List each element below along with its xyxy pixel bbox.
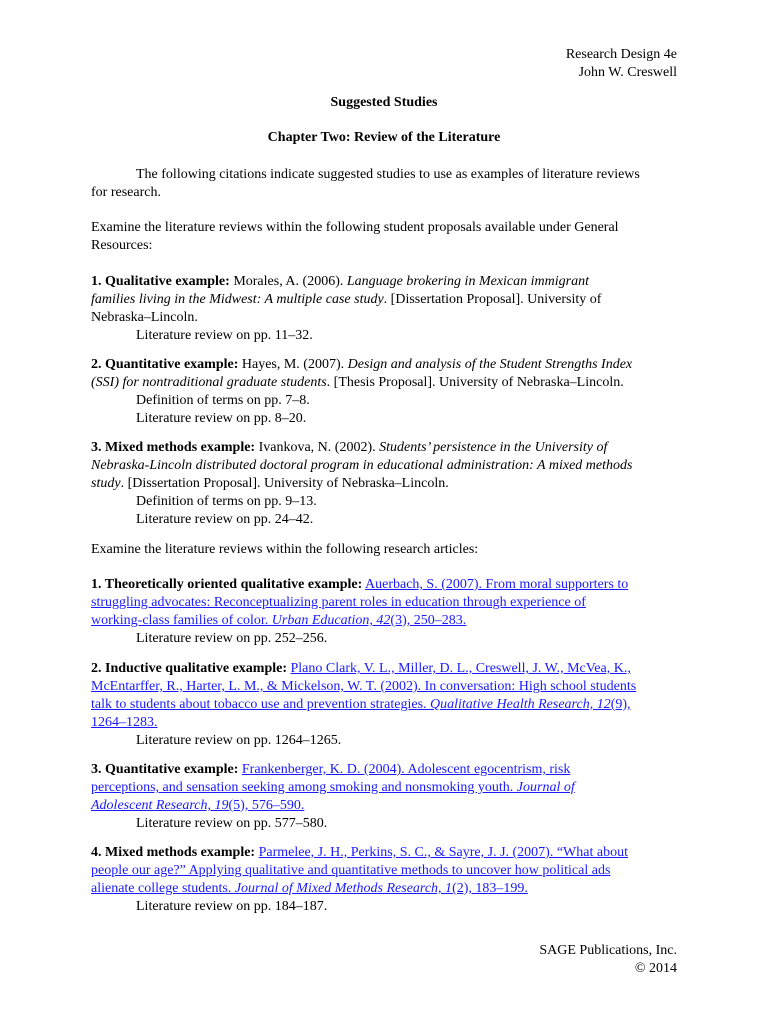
page-header bbox=[566, 46, 677, 82]
citation-link[interactable]: working-class families of color. Urban Education, 42(3), 250–283. bbox=[91, 613, 467, 628]
citation-link[interactable]: 1264–1283. bbox=[91, 715, 158, 730]
intro-paragraph: The following citations indicate suggested studies to use as examples of literature reviews for research. bbox=[91, 167, 640, 200]
proposal-qualitative: 1. Qualitative example: Morales, A. (2006). Language brokering in Mexican immigrant families living in the Midwest: A multiple case study. [Dissertation Proposal]. University of Nebraska–Lincoln. Literature review on pp. 11–32. bbox=[91, 273, 681, 345]
proposal-mixed-methods: 3. Mixed methods example: Ivankova, N. (2002). Students’ persistence in the University of Nebraska-Lincoln distributed doctoral program in educational administration: A mixed methods study. [Dissertation Proposal]. University of Nebraska–Lincoln. Definition of terms on pp. 9–13. Literature review on pp. 24–42. bbox=[91, 439, 681, 529]
citation-link[interactable]: people our age?” Applying qualitative and quantitative methods to uncover how political ads bbox=[91, 863, 611, 878]
citation-link[interactable]: Auerbach, S. (2007). From moral supporters to bbox=[365, 577, 629, 592]
citation-link[interactable]: Adolescent Research, 19(5), 576–590. bbox=[91, 798, 305, 813]
citation-link[interactable]: Parmelee, J. H., Perkins, S. C., & Sayre, J. J. (2007). “What about bbox=[258, 845, 628, 860]
citation-link[interactable]: talk to students about tobacco use and prevention strategies. Qualitative Health Research, 12(9), bbox=[91, 697, 631, 712]
header-book-title: Research Design 4e bbox=[565, 47, 677, 62]
literature-review-pages: Literature review on pp. 8–20. bbox=[136, 411, 307, 426]
literature-review-pages: Literature review on pp. 11–32. bbox=[136, 328, 313, 343]
literature-review-pages: Literature review on pp. 24–42. bbox=[136, 512, 314, 527]
header-author: John W. Creswell bbox=[578, 65, 677, 80]
copyright: © 2014 bbox=[634, 961, 677, 976]
publisher: SAGE Publications, Inc. bbox=[539, 943, 677, 958]
citation-link[interactable]: McEntarffer, R., Harter, L. M., & Mickelson, W. T. (2002). In conversation: High school students bbox=[91, 679, 637, 694]
article-theoretical-qualitative: 1. Theoretically oriented qualitative example: Auerbach, S. (2007). From moral supporters to struggling advocates: Reconceptualizing parent roles in education through experience of working-class families of color. Urban Education, 42(3), 250–283. Literature review on pp. 252–256. bbox=[91, 576, 681, 648]
proposal-quantitative: 2. Quantitative example: Hayes, M. (2007). Design and analysis of the Student Strengths Index (SSI) for nontraditional graduate students. [Thesis Proposal]. University of Nebraska–Lincoln. Definition of terms on pp. 7–8. Literature review on pp. 8–20. bbox=[91, 356, 681, 428]
article-inductive-qualitative: 2. Inductive qualitative example: Plano Clark, V. L., Miller, D. L., Creswell, J. W., McVea, K., McEntarffer, R., Harter, L. M., & Mickelson, W. T. (2002). In conversation: High school students talk to students about tobacco use and prevention strategies. Qualitative Health Research, 12(9), 1264–1283. Literature review on pp. 1264–1265. bbox=[91, 660, 681, 750]
article-quantitative: 3. Quantitative example: Frankenberger, K. D. (2004). Adolescent egocentrism, risk perceptions, and sensation seeking among smoking and nonsmoking youth. Journal of Adolescent Research, 19(5), 576–590. Literature review on pp. 577–580. bbox=[91, 761, 681, 833]
citation-link[interactable]: struggling advocates: Reconceptualizing parent roles in education through experience of bbox=[91, 595, 586, 610]
citation-link[interactable]: Frankenberger, K. D. (2004). Adolescent egocentrism, risk bbox=[241, 762, 571, 777]
citation-link[interactable]: alienate college students. Journal of Mixed Methods Research, 1(2), 183–199. bbox=[91, 881, 528, 896]
definition-pages: Definition of terms on pp. 9–13. bbox=[136, 494, 317, 509]
literature-review-pages: Literature review on pp. 252–256. bbox=[136, 631, 328, 646]
student-proposals-intro: Examine the literature reviews within the following student proposals available under General Resources: bbox=[91, 220, 619, 253]
page-footer bbox=[539, 942, 677, 978]
research-articles-intro: Examine the literature reviews within the following research articles: bbox=[91, 542, 479, 557]
literature-review-pages: Literature review on pp. 577–580. bbox=[136, 816, 328, 831]
literature-review-pages: Literature review on pp. 184–187. bbox=[136, 899, 328, 914]
page-title: Suggested Studies bbox=[330, 95, 438, 110]
article-mixed-methods: 4. Mixed methods example: Parmelee, J. H., Perkins, S. C., & Sayre, J. J. (2007). “What about people our age?” Applying qualitative and quantitative methods to uncover how political ads alienate college students. Journal of Mixed Methods Research, 1(2), 183–199. Literature review on pp. 184–187. bbox=[91, 844, 681, 916]
citation-link[interactable]: Plano Clark, V. L., Miller, D. L., Creswell, J. W., McVea, K., bbox=[290, 661, 631, 676]
citation-link[interactable]: perceptions, and sensation seeking among smoking and nonsmoking youth. Journal of bbox=[91, 780, 575, 795]
literature-review-pages: Literature review on pp. 1264–1265. bbox=[136, 733, 342, 748]
chapter-title: Chapter Two: Review of the Literature bbox=[267, 130, 501, 145]
definition-pages: Definition of terms on pp. 7–8. bbox=[136, 393, 310, 408]
